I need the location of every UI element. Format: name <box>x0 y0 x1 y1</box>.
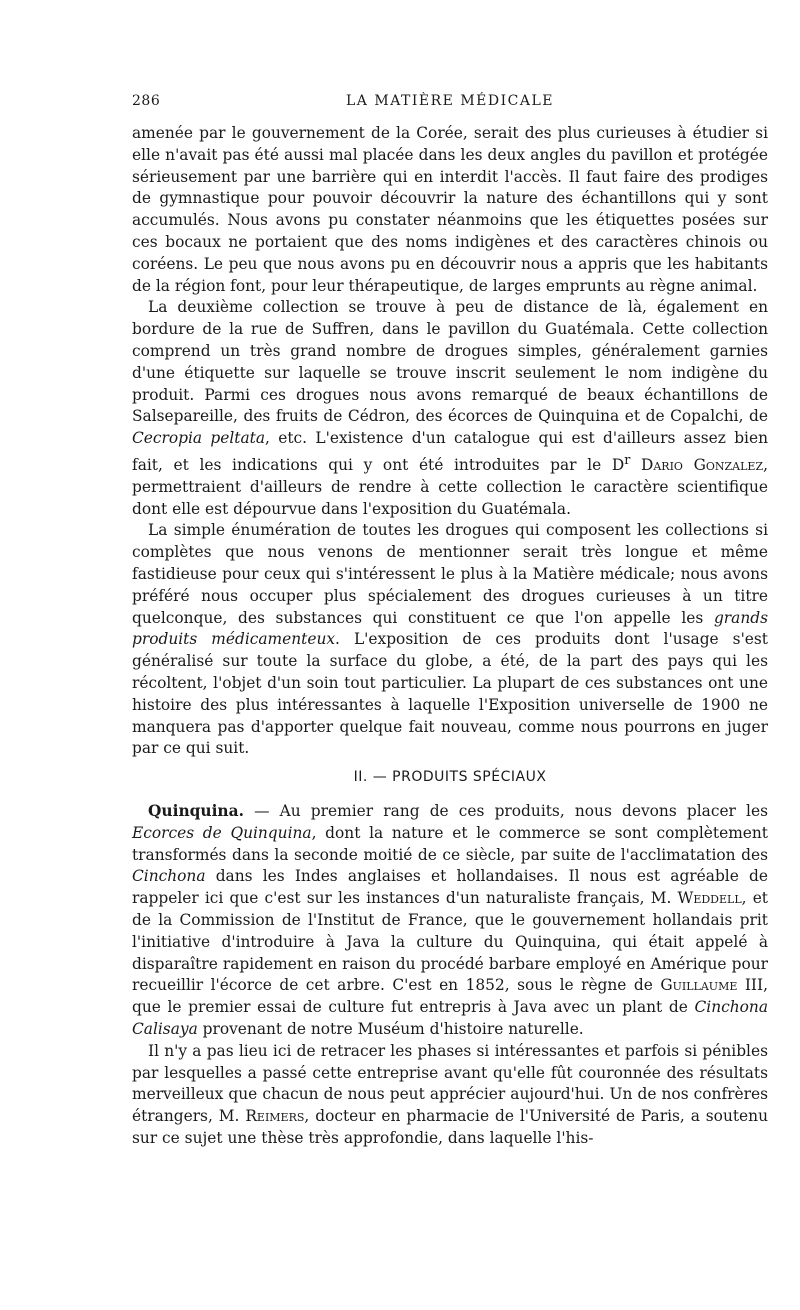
paragraph-2 <box>132 297 768 520</box>
body-text <box>132 123 768 1150</box>
paragraph-5 <box>132 1041 768 1150</box>
running-header <box>132 93 768 113</box>
paragraph-3 <box>132 520 768 760</box>
text-run: provenant de notre Muséum d'histoire naturelle. <box>197 1020 584 1038</box>
text-run: La simple énumération de toutes les drogues qui composent les collections si complètes que nous venons de mentionner serait très longue et même fastidieuse pour ceux qui s'intéressent le plus à la Matière médicale; nous avons préféré nous occuper plus spécialement des drogues curieuses à un titre quelconque, des substances qui constituent ce que l'on appelle les <box>132 521 768 627</box>
italic-term-calisaya: Cinchona Calisaya <box>132 998 768 1038</box>
text-run: . L'exposition de ces produits dont l'usage s'est généralisé sur toute la surface du globe, a été, de la part des pays qui les récoltent, l'objet d'un soin tout particulier. La plupart de ces substances ont une histoire des plus intéressantes à laquelle l'Exposition universelle de 1900 ne manquera pas d'apporter quelque fait nouveau, comme nous pourrons en juger par ce qui suit. <box>132 630 768 758</box>
section-heading: II. — PRODUITS SPÉCIAUX <box>353 769 547 786</box>
italic-term-cecropia: Cecropia peltata <box>132 429 266 448</box>
running-title: LA MATIÈRE MÉDICALE <box>346 93 554 109</box>
text-run: , et de la Commission de l'Institut de France, que le gouvernement hollandais prit l'initiative d'introduire à Java la culture du Quinquina, qui était appelé à disparaître rapidement en raison du procédé barbare employé en Amérique pour recueillir l'écorce de cet arbre. C'est en 1852, sous le règne de <box>132 889 768 995</box>
text-run: La deuxième collection se trouve à peu de distance de là, également en bordure de la rue de Suffren, dans le pavillon du Guatémala. Cette collection comprend un très grand nombre de drogues simples, généralement garnies d'une étiquette sur laquelle se trouve inscrit seulement le nom indigène du produit. Parmi ces drogues nous avons remarqué de beaux échantillons de Salsepareille, des fruits de Cédron, des écorces de Quinquina et de Copalchi, de <box>132 298 768 426</box>
lead-term-quinquina: Quinquina. <box>148 802 244 821</box>
person-name-weddell: Weddell <box>677 889 742 908</box>
person-name-guillaume: Guillaume <box>660 976 738 995</box>
text-run: , dont la nature et le commerce se sont complètement transformés dans la seconde moitié de ce siècle, par suite de l'acclimatation des <box>132 823 768 864</box>
text-run: — Au premier rang de ces produits, nous devons placer les <box>243 802 768 821</box>
paragraph-1-text: amenée par le gouvernement de la Corée, serait des plus curieuses à étudier si elle n'avait pas été aussi mal placée dans les deux angles du pavillon et protégée sérieusement par une barrière qui en interdit l'accès. Il faut faire des prodiges de gymnastique pour pouvoir découvrir la nature des échantillons qui y sont accumulés. Nous avons pu constater néanmoins que les étiquettes posées sur ces bocaux ne portaient que des noms indigènes et des caractères chinois ou coréens. Le peu que nous avons pu en découvrir nous a appris que les habitants de la région font, pour leur thérapeutique, de larges emprunts au règne animal. <box>132 124 768 295</box>
text-run: , docteur en pharmacie de l'Université de Paris, a soutenu sur ce sujet une thèse très approfondie, dans laquelle l'his- <box>132 1107 768 1147</box>
person-name-reimers: Reimers <box>245 1107 305 1126</box>
text-run: dans les Indes anglaises et hollandaises. Il nous est agréable de rappeler ici que c'est sur les instances d'un naturaliste français, M. <box>132 867 768 908</box>
paragraph-1 <box>132 123 768 297</box>
paragraph-4 <box>132 801 768 1041</box>
text-run: , permettraient d'ailleurs de rendre à cette collection le caractère scientifique dont elle est dépourvue dans l'exposition du Guatémala. <box>132 456 768 518</box>
doctor-abbrev-sup: r <box>624 452 631 468</box>
text-run: Il n'y a pas lieu ici de retracer les phases si intéressantes et parfois si pénibles par lesquelles a passé cette entreprise avant qu'elle fût couronnée des résultats merveilleux que chacun de nous peut apprécier aujourd'hui. Un de nos confrères étrangers, M. <box>132 1041 768 1126</box>
text-run: , etc. L'existence d'un catalogue qui est d'ailleurs assez bien fait, et les indications qui y ont été introduites par le D <box>132 429 768 475</box>
text-run: III, que le premier essai de culture fut entrepris à Java avec un plant de <box>132 976 768 1017</box>
page-number: 286 <box>132 93 161 109</box>
italic-term-cinchona: Cinchona <box>132 867 206 886</box>
italic-term-ecorces: Ecorces de Quinquina <box>132 823 312 842</box>
person-name-gonzalez: Dario Gonzalez <box>641 456 764 475</box>
italic-term-grands-produits: grands produits médicamenteux <box>132 608 768 649</box>
